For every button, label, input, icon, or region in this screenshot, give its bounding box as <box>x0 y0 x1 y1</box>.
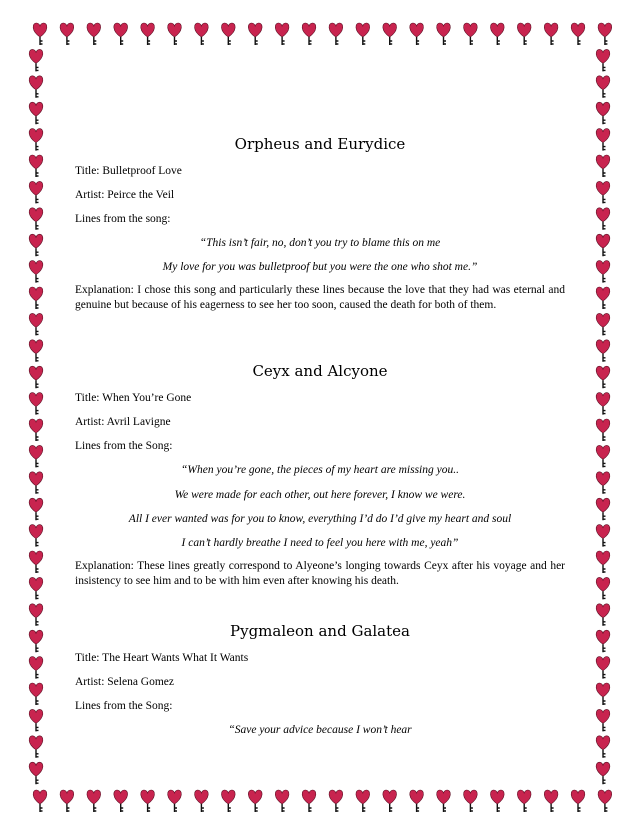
heart-key-icon <box>29 181 43 203</box>
heart-key-icon <box>29 419 43 441</box>
heart-key-icon <box>195 790 209 812</box>
heart-key-icon <box>410 790 424 812</box>
heart-key-icon <box>596 393 610 415</box>
heart-key-icon <box>29 551 43 573</box>
heart-key-icon <box>29 393 43 415</box>
heart-key-icon <box>329 790 343 812</box>
heart-key-icon <box>275 790 289 812</box>
heart-key-icon <box>29 129 43 151</box>
lyric-line: We were made for each other, out here forever, I know we were. <box>174 489 466 501</box>
heart-key-icon <box>141 23 155 45</box>
heart-key-icon <box>598 23 612 45</box>
heart-key-icon <box>29 683 43 705</box>
heart-key-icon <box>29 102 43 124</box>
heart-key-icon <box>168 23 182 45</box>
heart-key-icon <box>596 234 610 256</box>
heart-key-icon <box>464 790 478 812</box>
heart-key-icon <box>29 762 43 784</box>
heart-key-icon <box>29 498 43 520</box>
heart-key-icon <box>596 445 610 467</box>
heart-key-icon <box>410 23 424 45</box>
heart-key-icon <box>437 23 451 45</box>
heart-key-icon <box>596 287 610 309</box>
heart-key-icon <box>248 790 262 812</box>
heart-key-icon <box>596 76 610 98</box>
heart-key-icon <box>114 790 128 812</box>
heart-key-icon <box>596 736 610 758</box>
heart-key-icon <box>596 208 610 230</box>
heart-key-icon <box>383 23 397 45</box>
heart-key-icon <box>596 762 610 784</box>
heart-key-icon <box>544 790 558 812</box>
heart-key-icon <box>596 709 610 731</box>
heart-key-icon <box>221 23 235 45</box>
heart-key-icon <box>596 630 610 652</box>
heart-key-icon <box>29 604 43 626</box>
heart-key-icon <box>596 49 610 71</box>
heart-key-icon <box>302 23 316 45</box>
heart-key-icon <box>29 525 43 547</box>
heart-key-icon <box>596 683 610 705</box>
heart-key-icon <box>517 23 531 45</box>
heart-key-icon <box>29 261 43 283</box>
heart-key-icon <box>490 23 504 45</box>
heart-key-icon <box>596 102 610 124</box>
heart-key-icon <box>29 472 43 494</box>
heart-key-icon <box>596 313 610 335</box>
heart-key-icon <box>329 23 343 45</box>
heart-key-icon <box>596 525 610 547</box>
heart-key-icon <box>596 551 610 573</box>
heart-key-icon <box>490 790 504 812</box>
heart-key-icon <box>596 657 610 679</box>
heart-key-icon <box>29 630 43 652</box>
heart-key-icon <box>29 736 43 758</box>
lyric-line: “When you’re gone, the pieces of my heart are missing you.. <box>181 464 459 476</box>
song-title: Title: When You’re Gone <box>75 392 192 404</box>
heart-key-icon <box>195 23 209 45</box>
song-title: Title: The Heart Wants What It Wants <box>75 652 249 664</box>
heart-key-icon <box>29 76 43 98</box>
explanation-paragraph: Explanation: I chose this song and particularly these lines because the love that they had was eternal and genuine but because of his eagerness to see her too soon, caused the death for both of them. <box>75 284 565 311</box>
heart-key-icon <box>29 49 43 71</box>
heart-key-icon <box>596 181 610 203</box>
heart-key-icon <box>60 790 74 812</box>
heart-key-icon <box>33 790 47 812</box>
heart-key-icon <box>517 790 531 812</box>
heart-key-icon <box>596 498 610 520</box>
lines-label: Lines from the Song: <box>75 700 173 712</box>
lyric-line: “This isn’t fair, no, don’t you try to blame this on me <box>199 237 441 249</box>
heart-key-icon <box>29 445 43 467</box>
song-title: Title: Bulletproof Love <box>75 165 182 177</box>
heart-key-icon <box>29 709 43 731</box>
heart-key-icon <box>596 366 610 388</box>
heart-key-icon <box>33 23 47 45</box>
heart-key-icon <box>87 790 101 812</box>
heart-key-icon <box>383 790 397 812</box>
heart-key-icon <box>29 340 43 362</box>
lyric-line: “Save your advice because I won’t hear <box>228 724 412 736</box>
heart-key-icon <box>29 234 43 256</box>
heart-key-icon <box>221 790 235 812</box>
heart-key-icon <box>87 23 101 45</box>
heart-key-icon <box>29 577 43 599</box>
heart-key-icon <box>60 23 74 45</box>
lyric-line: My love for you was bulletproof but you were the one who shot me.” <box>162 261 478 273</box>
lyric-line: All I ever wanted was for you to know, everything I’d do I’d give my heart and soul <box>128 513 512 525</box>
section-heading: Orpheus and Eurydice <box>234 135 406 153</box>
heart-key-icon <box>248 23 262 45</box>
heart-key-icon <box>437 790 451 812</box>
lyric-line: I can’t hardly breathe I need to feel you here with me, yeah” <box>181 537 459 549</box>
heart-key-icon <box>596 577 610 599</box>
lines-label: Lines from the Song: <box>75 440 173 452</box>
song-artist: Artist: Peirce the Veil <box>75 189 175 201</box>
heart-key-icon <box>596 419 610 441</box>
heart-key-icon <box>29 208 43 230</box>
heart-key-icon <box>571 23 585 45</box>
heart-key-icon <box>275 23 289 45</box>
heart-key-icon <box>356 23 370 45</box>
song-artist: Artist: Selena Gomez <box>75 676 175 688</box>
heart-key-icon <box>596 155 610 177</box>
heart-key-icon <box>544 23 558 45</box>
heart-key-icon <box>571 790 585 812</box>
section-heading: Ceyx and Alcyone <box>252 362 388 380</box>
heart-key-icon <box>596 129 610 151</box>
heart-key-icon <box>596 340 610 362</box>
heart-key-icon <box>114 23 128 45</box>
heart-key-icon <box>464 23 478 45</box>
heart-key-icon <box>596 261 610 283</box>
lines-label: Lines from the song: <box>75 213 171 225</box>
heart-key-icon <box>598 790 612 812</box>
heart-key-icon <box>302 790 316 812</box>
heart-key-icon <box>596 472 610 494</box>
heart-key-icon <box>29 657 43 679</box>
section-heading: Pygmaleon and Galatea <box>230 622 410 640</box>
heart-key-icon <box>29 366 43 388</box>
heart-key-icon <box>29 155 43 177</box>
heart-key-icon <box>168 790 182 812</box>
heart-key-icon <box>596 604 610 626</box>
heart-key-icon <box>29 287 43 309</box>
heart-key-icon <box>29 313 43 335</box>
heart-key-icon <box>356 790 370 812</box>
song-artist: Artist: Avril Lavigne <box>75 416 171 428</box>
explanation-paragraph: Explanation: These lines greatly correspond to Alyeone’s longing towards Ceyx after his voyage and her insistency to see him and to be with him even after knowing his death. <box>75 560 565 587</box>
heart-key-icon <box>141 790 155 812</box>
